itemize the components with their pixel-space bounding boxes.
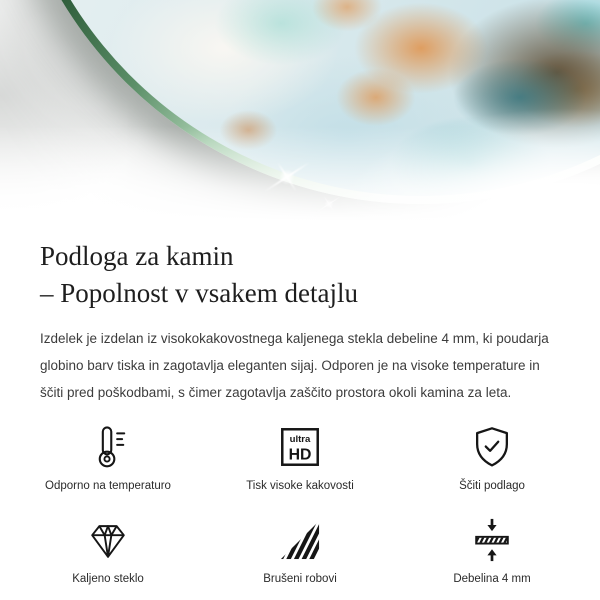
feature-label: Tisk visoke kakovosti — [246, 480, 354, 492]
diamond-icon — [85, 517, 131, 563]
feature-label: Debelina 4 mm — [453, 573, 531, 585]
feature-label: Odporno na temperaturo — [45, 480, 171, 492]
ultra-hd-badge-top: ultra — [289, 434, 311, 446]
marble-artwork — [10, 0, 600, 196]
feature-polished-edges — [204, 517, 396, 586]
feature-print-quality — [204, 424, 396, 493]
page-title-line1: Podloga za kamin — [40, 241, 234, 271]
page-title-line2: – Popolnost v vsakem detajlu — [40, 278, 358, 308]
feature-label: Kaljeno steklo — [72, 573, 144, 585]
feature-tempered-glass — [12, 517, 204, 586]
shield-check-icon — [469, 424, 515, 470]
product-description: Izdelek je izdelan iz visokokakovostnega kaljenega stekla debeline 4 mm, ki poudarja globino barv tiska in zagotavlja eleganten sijaj. Odporen je na visoke temperature in ščiti pred poškodbami, s čimer zagotavlja zaščito prostora okoli kamina za leta. — [40, 331, 549, 400]
feature-protection — [396, 424, 588, 493]
product-photo — [0, 0, 600, 230]
feature-temperature — [12, 424, 204, 493]
thermometer-icon — [85, 424, 131, 470]
product-info-section — [0, 230, 600, 406]
ultra-hd-icon — [277, 424, 323, 470]
glass-panel-edge — [2, 0, 600, 204]
page-title — [40, 230, 560, 312]
feature-label: Brušeni robovi — [263, 573, 337, 585]
feature-label: Ščiti podlago — [459, 480, 525, 492]
polished-edges-icon — [277, 517, 323, 563]
feature-grid — [12, 424, 588, 586]
ultra-hd-badge-bottom: HD — [288, 446, 312, 464]
thickness-icon — [469, 517, 515, 563]
feature-thickness — [396, 517, 588, 586]
